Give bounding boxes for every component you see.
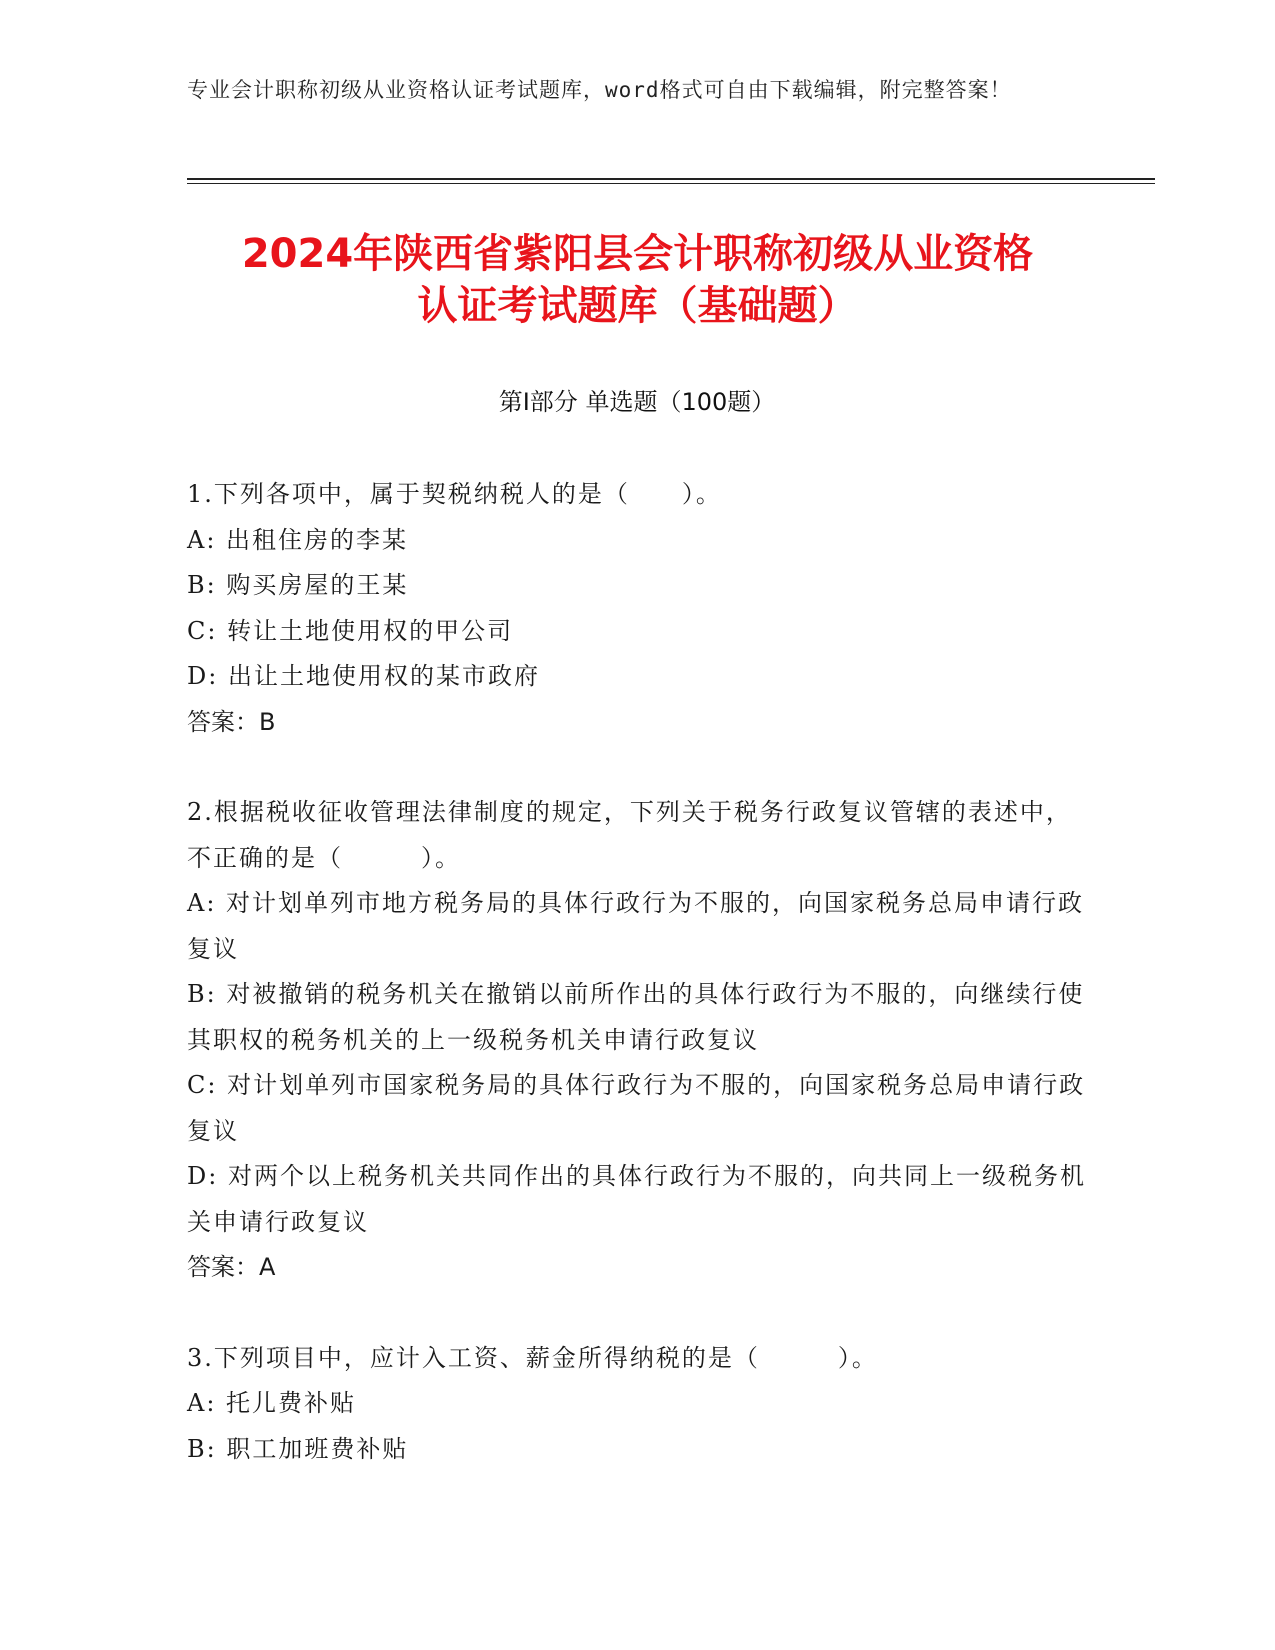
document-title [150,228,1125,332]
answer: 答案：A [187,1253,276,1281]
document-title-line: 2024年陕西省紫阳县会计职称初级从业资格 [241,231,1034,277]
question-1 [187,472,1087,745]
question-stem: 1.下列各项中，属于契税纳税人的是（ ）。 [187,480,722,508]
answer: 答案：B [187,707,276,736]
option-c: C: 转让土地使用权的甲公司 [187,616,514,645]
question-stem: 3.下列项目中，应计入工资、薪金所得纳税的是（ ）。 [187,1343,878,1372]
question-list [187,472,1087,1472]
option-a: A: 托儿费补贴 [187,1389,357,1417]
option-d: D: 对两个以上税务机关共同作出的具体行政行为不服的，向共同上一级税务机关申请行政复议 [187,1162,1086,1236]
option-a: A: 出租住房的李某 [187,525,409,554]
header-note: 专业会计职称初级从业资格认证考试题库，word格式可自由下载编辑，附完整答案！ [187,78,1012,102]
question-3 [187,1336,1087,1473]
question-stem: 2.根据税收征收管理法律制度的规定，下列关于税务行政复议管辖的表述中，不正确的是（ ）。 [187,798,1072,872]
option-c: C: 对计划单列市国家税务局的具体行政行为不服的，向国家税务总局申请行政复议 [187,1071,1086,1145]
option-d: D: 出让土地使用权的某市政府 [187,662,540,690]
option-a: A: 对计划单列市地方税务局的具体行政行为不服的，向国家税务总局申请行政复议 [187,889,1085,963]
option-b: B: 职工加班费补贴 [187,1434,409,1463]
header-divider-thick [187,178,1155,180]
question-spacer [187,1291,1087,1336]
option-b: B: 购买房屋的王某 [187,571,409,599]
question-2 [187,790,1087,1291]
section-heading: 第Ⅰ部分 单选题（100题） [498,388,776,416]
document-title-line: 认证考试题库（基础题） [417,283,858,329]
header-divider-thin [187,183,1155,184]
option-b: B: 对被撤销的税务机关在撤销以前所作出的具体行政行为不服的，向继续行使其职权的税务机关的上一级税务机关申请行政复议 [187,980,1085,1054]
question-spacer [187,745,1087,790]
